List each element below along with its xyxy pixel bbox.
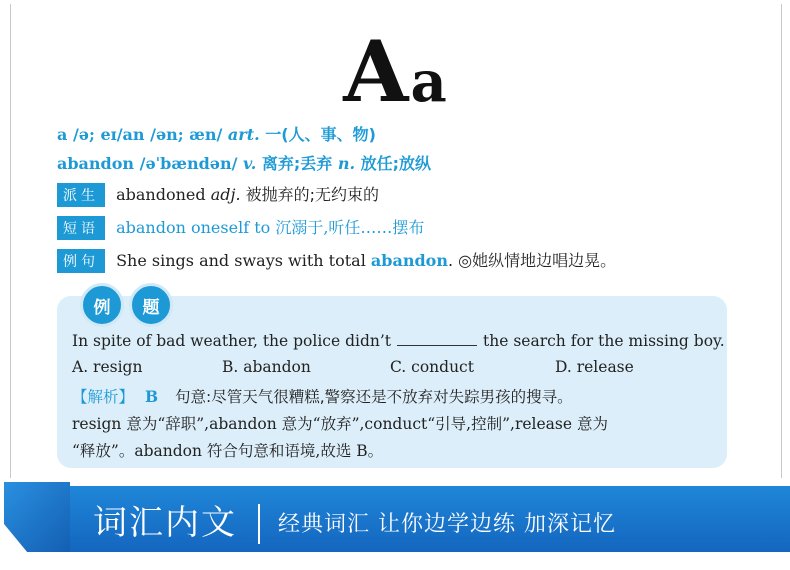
question-text-before: In spite of bad weather, the police didn’t bbox=[72, 332, 392, 350]
option-b: B. abandon bbox=[222, 358, 311, 376]
answer-blank bbox=[397, 331, 477, 346]
example-row bbox=[57, 248, 616, 273]
entry-a-meaning: 一(人、事、物) bbox=[265, 125, 376, 144]
option-a: A. resign bbox=[72, 358, 143, 376]
derivative-tag: 派生 bbox=[57, 183, 105, 207]
exercise-label-1: 例 bbox=[80, 283, 124, 327]
entry-a bbox=[57, 122, 376, 145]
analysis-text-2: resign 意为“辞职”,abandon 意为“放弃”,conduct“引导,控制”,release 意为 bbox=[72, 415, 608, 433]
example-text-before: She sings and sways with total bbox=[116, 251, 366, 270]
analysis-line-1 bbox=[72, 385, 573, 407]
banner-corner bbox=[4, 482, 70, 552]
derivative-word: abandoned bbox=[116, 185, 206, 204]
derivative-row bbox=[57, 182, 379, 207]
letter-lower: a bbox=[410, 49, 447, 115]
entry-a-word: a /ə; eɪ/an /ən; æn/ bbox=[57, 125, 223, 144]
analysis-tag: 【解析】 bbox=[72, 388, 135, 406]
derivative-meaning: 被抛弃的;无约束的 bbox=[245, 185, 380, 204]
entry-a-pos: art. bbox=[227, 125, 260, 144]
banner-slogan: 经典词汇 让你边学边练 加深记忆 bbox=[278, 512, 616, 537]
analysis-text-3: “释放”。abandon 符合句意和语境,故选 B。 bbox=[72, 442, 384, 460]
banner-divider bbox=[258, 504, 260, 544]
option-d: D. release bbox=[555, 358, 634, 376]
exercise-label-2: 题 bbox=[129, 283, 173, 327]
analysis-line-2 bbox=[72, 412, 608, 434]
entry-abandon bbox=[57, 151, 431, 174]
derivative-pos: adj. bbox=[210, 185, 241, 204]
phrase-row bbox=[57, 215, 424, 240]
entry-abandon-meaning-n: 放任;放纵 bbox=[360, 154, 432, 173]
entry-abandon-meaning-v: 离弃;丢弃 bbox=[261, 154, 333, 173]
analysis-line-3 bbox=[72, 439, 383, 461]
letter-upper: A bbox=[343, 22, 411, 121]
letter-heading bbox=[0, 22, 790, 121]
entry-abandon-pos-n: n. bbox=[337, 154, 356, 173]
phrase-text: abandon oneself to 沉溺于,听任……摆布 bbox=[116, 218, 425, 237]
question-text-after: the search for the missing boy. bbox=[483, 332, 725, 350]
banner-title: 词汇内文 bbox=[93, 503, 237, 543]
example-highlight: abandon bbox=[370, 251, 448, 270]
example-text-after: . ◎她纵情地边唱边晃。 bbox=[447, 251, 617, 270]
section-banner bbox=[0, 482, 790, 562]
exercise-question bbox=[72, 331, 725, 350]
entry-abandon-pos-v: v. bbox=[243, 154, 257, 173]
phrase-tag: 短语 bbox=[57, 216, 105, 240]
option-c: C. conduct bbox=[390, 358, 474, 376]
example-tag: 例句 bbox=[57, 249, 105, 273]
analysis-text-1: 句意:尽管天气很糟糕,警察还是不放弃对失踪男孩的搜寻。 bbox=[175, 388, 573, 406]
analysis-answer: B bbox=[144, 387, 159, 406]
entry-abandon-word: abandon /əˈbændən/ bbox=[57, 154, 238, 173]
